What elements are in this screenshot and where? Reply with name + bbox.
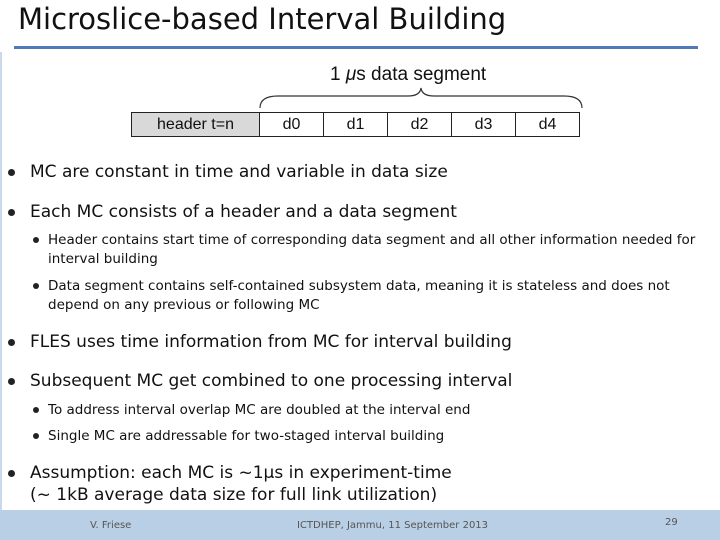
sub-bullet-item [48,231,695,269]
mc-data-cell: d3 [451,113,515,136]
curly-brace-icon [258,86,584,110]
mc-data-cell: d4 [515,113,579,136]
sub-bullet-line: depend on any previous or following MC [48,297,320,313]
sub-bullet-item [48,401,470,420]
footer-event: ICTDHEP, Jammu, 11 September 2013 [297,520,489,531]
mc-header-cell: header t=n [132,113,259,136]
sub-bullet-item [48,277,670,315]
slide-footer [0,510,720,540]
sub-bullet-line: To address interval overlap MC are doubled at the interval end [48,402,471,418]
mc-data-cell: d1 [323,113,387,136]
sub-bullet-line: interval building [48,251,158,267]
sub-bullet-line: Header contains start time of corresponding data segment and all other information needed for [48,232,696,248]
bullet-item [30,462,452,506]
segment-label [330,64,486,86]
left-edge-rule [0,52,2,510]
bullet-item: Subsequent MC get combined to one processing interval [30,371,513,391]
sub-bullet-line: Data segment contains self-contained subsystem data, meaning it is stateless and does not [48,278,670,294]
bullet-item: Each MC consists of a header and a data segment [30,202,457,222]
bullet-line: Assumption: each MC is ~1μs in experiment-time [30,463,452,483]
page-number: 29 [665,517,678,528]
footer-author: V. Friese [90,520,132,531]
mc-data-cell: d0 [259,113,323,136]
bullet-item: FLES uses time information from MC for interval building [30,332,512,352]
slide-title: Microslice-based Interval Building [18,2,507,36]
microslice-diagram [131,112,580,137]
mc-data-cell: d2 [387,113,451,136]
title-underline [14,46,698,49]
sub-bullet-line: Single MC are addressable for two-staged interval building [48,428,445,444]
bullet-line: (~ 1kB average data size for full link utilization) [30,485,438,505]
segment-label-prefix: 1 [330,64,346,85]
bullet-item: MC are constant in time and variable in data size [30,162,448,182]
segment-label-suffix: s data segment [356,64,487,85]
segment-label-mu: μ [345,64,357,85]
sub-bullet-item [48,427,444,446]
